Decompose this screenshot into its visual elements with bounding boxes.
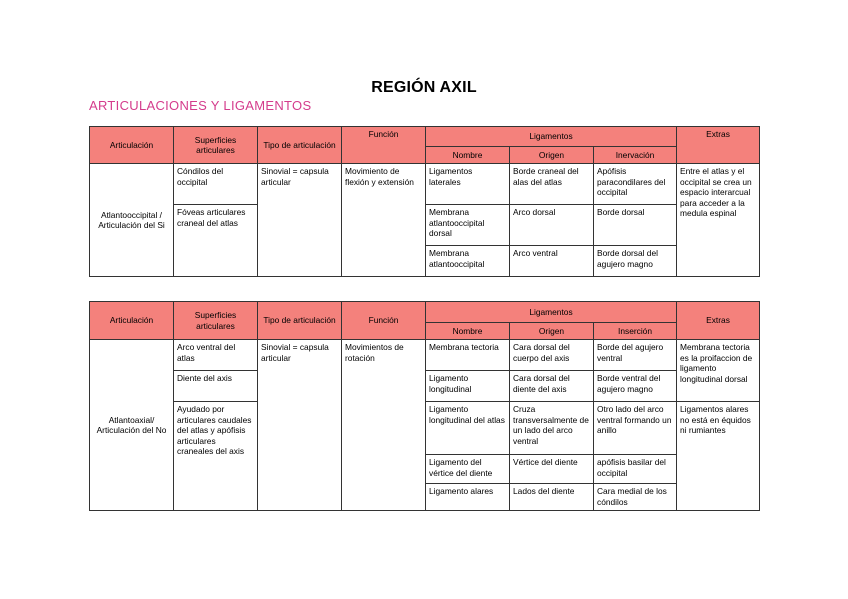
cell-ligamento-nombre: Membrana atlantooccipital dorsal bbox=[426, 205, 510, 246]
cell-ligamento-insercion: Borde del agujero ventral bbox=[594, 340, 677, 371]
cell-ligamento-origen: Cara dorsal del diente del axis bbox=[510, 371, 594, 402]
cell-ligamento-nombre: Ligamento longitudinal del atlas bbox=[426, 402, 510, 455]
cell-extras: Membrana tectoria es la proifaccion de ligamento longitudinal dorsal bbox=[677, 340, 760, 402]
cell-ligamento-nombre: Ligamentos laterales bbox=[426, 164, 510, 205]
header-extras: Extras bbox=[677, 302, 760, 340]
header-origen: Origen bbox=[510, 323, 594, 340]
page-title: REGIÓN AXIL bbox=[371, 79, 477, 96]
cell-ligamento-origen: Borde craneal del alas del atlas bbox=[510, 164, 594, 205]
header-origen: Origen bbox=[510, 147, 594, 164]
header-nombre: Nombre bbox=[426, 323, 510, 340]
cell-ligamento-insercion: Borde dorsal del agujero magno bbox=[594, 246, 677, 277]
cell-ligamento-origen: Vértice del diente bbox=[510, 455, 594, 484]
header-articulacion: Articulación bbox=[90, 127, 174, 164]
header-insercion: Inervación bbox=[594, 147, 677, 164]
atlantooccipital-table bbox=[89, 126, 760, 277]
cell-ligamento-nombre: Ligamento alares bbox=[426, 484, 510, 511]
cell-superficie: Arco ventral del atlas bbox=[174, 340, 258, 371]
cell-ligamento-nombre: Ligamento del vértice del diente bbox=[426, 455, 510, 484]
header-funcion: Función bbox=[342, 127, 426, 164]
cell-ligamento-origen: Cruza transversalmente de un lado del arco ventral bbox=[510, 402, 594, 455]
cell-ligamento-insercion: apófisis basilar del occipital bbox=[594, 455, 677, 484]
atlantoaxial-table bbox=[89, 301, 760, 511]
cell-ligamento-nombre: Ligamento longitudinal bbox=[426, 371, 510, 402]
header-superficies: Superficies articulares bbox=[174, 127, 258, 164]
cell-articulacion: Atlantooccipital / Articulación del Si bbox=[90, 164, 174, 277]
cell-superficie: Cóndilos del occipital bbox=[174, 164, 258, 205]
cell-extras: Entre el atlas y el occipital se crea un espacio interarcual para acceder a la medula espinal bbox=[677, 164, 760, 277]
table-row bbox=[90, 340, 760, 371]
cell-ligamento-origen: Arco dorsal bbox=[510, 205, 594, 246]
header-nombre: Nombre bbox=[426, 147, 510, 164]
cell-ligamento-insercion: Borde dorsal bbox=[594, 205, 677, 246]
cell-tipo: Sinovial = capsula articular bbox=[258, 164, 342, 277]
cell-ligamento-nombre: Membrana tectoria bbox=[426, 340, 510, 371]
header-extras: Extras bbox=[677, 127, 760, 164]
header-tipo: Tipo de articulación bbox=[258, 302, 342, 340]
header-superficies: Superficies articulares bbox=[174, 302, 258, 340]
cell-funcion: Movimiento de flexión y extensión bbox=[342, 164, 426, 277]
header-funcion: Función bbox=[342, 302, 426, 340]
cell-superficie: Fóveas articulares craneal del atlas bbox=[174, 205, 258, 277]
cell-ligamento-insercion: Cara medial de los cóndilos bbox=[594, 484, 677, 511]
header-articulacion: Articulación bbox=[90, 302, 174, 340]
table-row bbox=[90, 164, 760, 205]
cell-funcion: Movimientos de rotación bbox=[342, 340, 426, 511]
header-insercion: Inserción bbox=[594, 323, 677, 340]
header-tipo: Tipo de articulación bbox=[258, 127, 342, 164]
cell-ligamento-insercion: Borde ventral del agujero magno bbox=[594, 371, 677, 402]
cell-ligamento-insercion: Otro lado del arco ventral formando un anillo bbox=[594, 402, 677, 455]
cell-superficie: Ayudado por articulares caudales del atlas y apófisis articulares craneales del axis bbox=[174, 402, 258, 511]
header-ligamentos: Ligamentos bbox=[426, 302, 677, 323]
cell-extras: Ligamentos alares no está en équidos ni rumiantes bbox=[677, 402, 760, 511]
header-ligamentos: Ligamentos bbox=[426, 127, 677, 147]
cell-ligamento-origen: Lados del diente bbox=[510, 484, 594, 511]
cell-superficie: Diente del axis bbox=[174, 371, 258, 402]
cell-tipo: Sinovial = capsula articular bbox=[258, 340, 342, 511]
cell-ligamento-origen: Arco ventral bbox=[510, 246, 594, 277]
cell-ligamento-nombre: Membrana atlantooccipital bbox=[426, 246, 510, 277]
cell-ligamento-origen: Cara dorsal del cuerpo del axis bbox=[510, 340, 594, 371]
cell-articulacion: Atlantoaxial/ Articulación del No bbox=[90, 340, 174, 511]
section-subtitle: ARTICULACIONES Y LIGAMENTOS bbox=[89, 98, 312, 113]
cell-ligamento-insercion: Apófisis paracondilares del occipital bbox=[594, 164, 677, 205]
